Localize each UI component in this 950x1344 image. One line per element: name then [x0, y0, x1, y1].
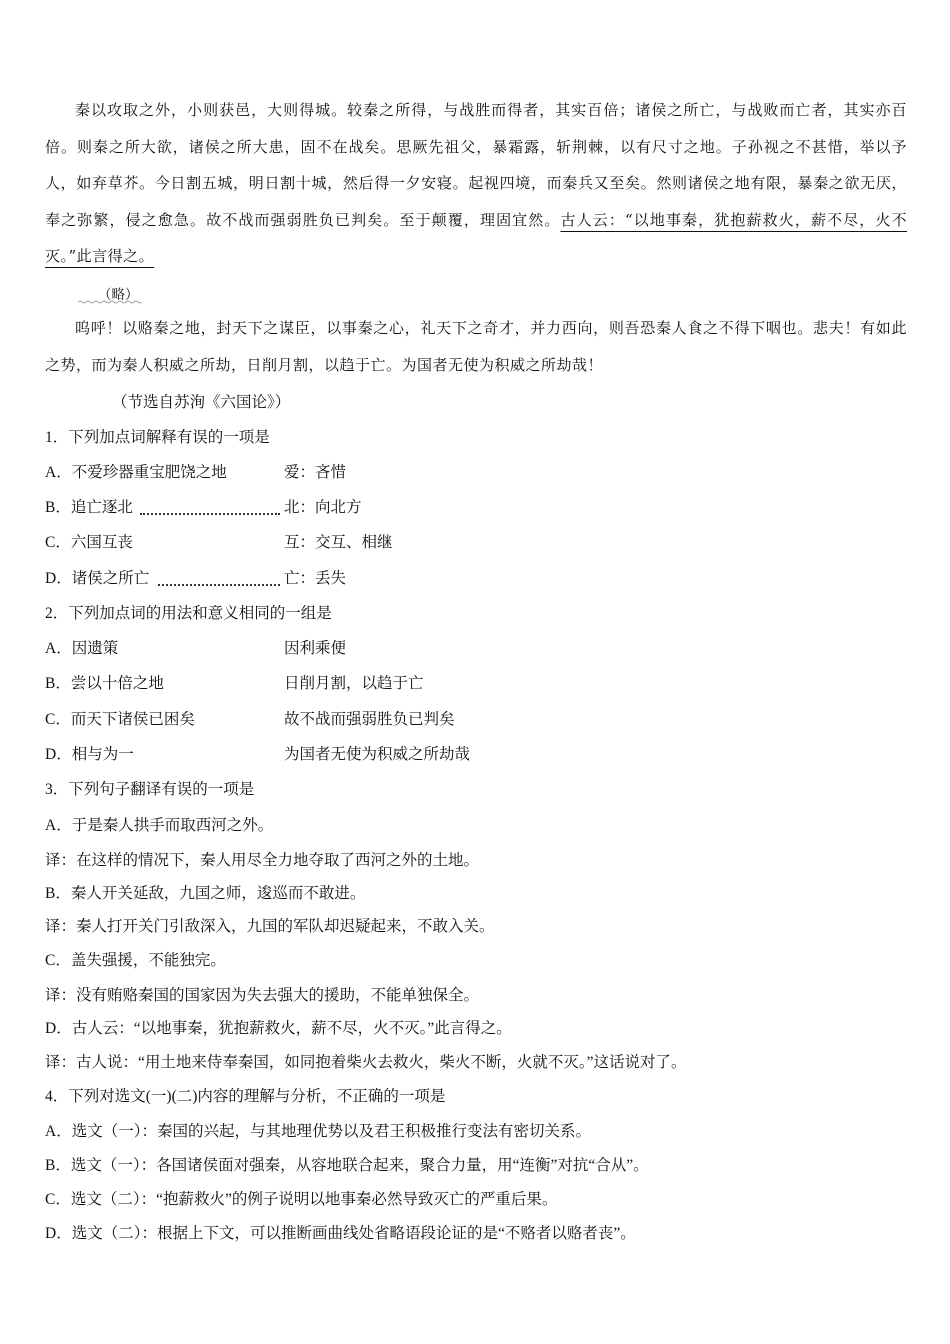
q3-option-d: D．古人云：“以地事秦，犹抱薪救火，薪不尽，火不灭。”此言得之。 [45, 1020, 512, 1037]
q3-option-b: B．秦人开关延敌，九国之师，逡巡而不敢进。 [45, 885, 366, 902]
question-1-stem: 1．下列加点词解释有误的一项是 [45, 429, 270, 446]
wavy-underline [78, 300, 144, 304]
emphasis-dots [158, 582, 280, 586]
q3-translation-d: 译：古人说：“用土地来侍奉秦国，如同抱着柴火去救火，柴火不断，火就不灭。”这话说对了。 [45, 1054, 687, 1071]
q3-translation-b: 译：秦人打开关门引敌深入，九国的军队却迟疑起来，不敢入关。 [45, 918, 495, 935]
q3-option-a: A．于是秦人拱手而取西河之外。 [45, 817, 274, 834]
question-2-stem: 2．下列加点词的用法和意义相同的一组是 [45, 605, 332, 622]
passage-text: 呜呼！以赂秦之地，封天下之谋臣，以事秦之心，礼天下之奇才，并力西向，则吾恐秦人食之不得下咽也。悲夫！有如此之势，而为秦人积威之所劫，日削月割，以趋于亡。为国者无使为积威之所劫哉！ [45, 319, 907, 374]
passage-text: 秦以攻取之外，小则获邑，大则得城。较秦之所得，与战胜而得者，其实百倍；诸侯之所亡，与战败而亡者，其实亦百倍。则秦之所大欲，诸侯之所大患，固不在战矣。思厥先祖父，暴霜露，斩荆棘，以有尺寸之地。子孙视之不甚惜，举以予人，如弃草芥。今日割五城，明日割十城，然后得一夕安寝。起视四境，而秦兵又至矣。然则诸侯之地有限，暴秦之欲无厌，奉之弥繁，侵之愈急。故不战而强弱胜负已判矣。至于颠覆，理固宜然。 [45, 101, 907, 229]
q2-option-a: A．因遗策 [45, 640, 119, 657]
q1-option-b: B．追亡逐北 [45, 499, 133, 516]
q2-option-d: D．相与为一 [45, 746, 134, 763]
q2-option-d-pair: 为国者无使为积威之所劫哉 [284, 746, 471, 763]
question-3-stem: 3．下列句子翻译有误的一项是 [45, 781, 255, 798]
q4-option-a: A．选文（一）：秦国的兴起，与其地理优势以及君王积极推行变法有密切关系。 [45, 1123, 591, 1140]
source-citation: （节选自苏洵《六国论》） [112, 394, 291, 411]
omitted-marker: （略） [98, 287, 139, 303]
q2-option-b: B．尝以十倍之地 [45, 675, 164, 692]
q1-option-b-gloss: 北：向北方 [284, 499, 362, 516]
q1-option-a-gloss: 爱：吝惜 [284, 464, 347, 481]
passage-paragraph-3 [45, 310, 907, 383]
passage-paragraph-1 [45, 92, 907, 275]
q1-option-d-gloss: 亡：丢失 [284, 570, 347, 587]
q2-option-c: C．而天下诸侯已困矣 [45, 711, 195, 728]
q4-option-c: C．选文（二）：“抱薪救火”的例子说明以地事秦必然导致灭亡的严重后果。 [45, 1191, 558, 1208]
q1-option-c: C．六国互丧 [45, 534, 133, 551]
question-4-stem: 4．下列对选文(一)(二)内容的理解与分析，不正确的一项是 [45, 1088, 446, 1105]
q1-option-a: A．不爱珍器重宝肥饶之地 [45, 464, 227, 481]
q1-option-c-gloss: 互：交互、相继 [284, 534, 393, 551]
q2-option-c-pair: 故不战而强弱胜负已判矣 [284, 711, 455, 728]
q4-option-d: D．选文（二）：根据上下文，可以推断画曲线处省略语段论证的是“不赂者以赂者丧”。 [45, 1225, 636, 1242]
q1-option-d: D．诸侯之所亡 [45, 570, 150, 587]
underlined-quote: 古人云：“以地事秦，犹抱薪救火，薪不尽，火不灭。”此言得之。 [45, 210, 907, 265]
q3-translation-c: 译：没有贿赂秦国的国家因为失去强大的援助，不能单独保全。 [45, 987, 480, 1004]
q2-option-a-pair: 因利乘便 [284, 640, 347, 657]
emphasis-dots [140, 511, 280, 515]
q3-translation-a: 译：在这样的情况下，秦人用尽全力地夺取了西河之外的土地。 [45, 852, 480, 869]
q2-option-b-pair: 日削月割，以趋于亡 [284, 675, 424, 692]
q3-option-c: C．盖失强援，不能独完。 [45, 952, 226, 969]
q4-option-b: B．选文（一）：各国诸侯面对强秦，从容地联合起来，聚合力量，用“连衡”对抗“合从”。 [45, 1157, 649, 1174]
